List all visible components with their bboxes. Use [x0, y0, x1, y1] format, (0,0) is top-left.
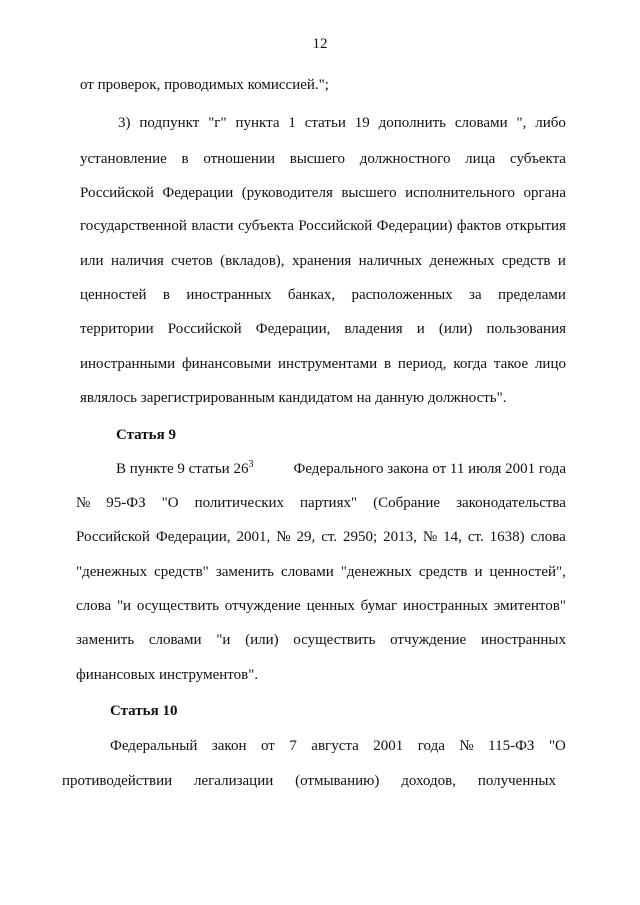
word: и — [416, 321, 425, 337]
word: статьи — [304, 115, 346, 131]
word: "и — [116, 598, 132, 614]
word: слова — [530, 529, 566, 545]
word: Российской — [167, 321, 242, 337]
word: иностранных — [402, 598, 489, 614]
word: осуществить — [136, 598, 219, 614]
word: бумаг — [360, 598, 398, 614]
word: ценностей — [80, 287, 147, 303]
word: (руководителя — [241, 185, 333, 201]
word: финансовыми — [181, 356, 272, 372]
word: в — [162, 287, 170, 303]
text-line — [80, 355, 566, 373]
text-line — [116, 460, 566, 478]
word: иностранных — [480, 632, 566, 648]
word: Федерации) — [376, 218, 453, 234]
word: инструментами — [278, 356, 378, 372]
word: 1 — [288, 115, 296, 131]
text-line: являлось зарегистрированным кандидатом на данную должность". — [80, 390, 507, 406]
word: № — [76, 495, 91, 511]
text-line — [118, 114, 566, 132]
word: 115-ФЗ — [488, 738, 535, 754]
word: либо — [535, 115, 566, 131]
word: слова — [76, 598, 112, 614]
word: отношении — [203, 151, 276, 167]
word: отчуждение — [390, 632, 467, 648]
word: 1638) — [489, 529, 525, 545]
word: территории — [80, 321, 154, 337]
word: (вкладов), — [220, 253, 285, 269]
word: 19 — [354, 115, 370, 131]
word: средств — [501, 253, 551, 269]
text-line — [80, 217, 566, 235]
word: открытия — [505, 218, 566, 234]
word: пользования — [486, 321, 566, 337]
word: субъекта — [238, 218, 294, 234]
text-fragment: Федерального закона от 11 июля 2001 года — [289, 461, 566, 477]
word: словами — [454, 115, 508, 131]
word: расположенных — [351, 287, 453, 303]
word: когда — [453, 356, 488, 372]
word: Федерации, — [255, 321, 331, 337]
word: 95-ФЗ — [106, 495, 146, 511]
text-line — [80, 184, 566, 202]
word: закон — [211, 738, 247, 754]
word: за — [469, 287, 482, 303]
article-heading: Статья 10 — [110, 703, 178, 719]
word: высшего — [341, 185, 397, 201]
word: (Собрание — [373, 495, 441, 511]
article-heading: Статья 9 — [116, 427, 176, 443]
word: фактов — [456, 218, 502, 234]
word: 29, — [296, 529, 316, 545]
word: "г" — [208, 115, 227, 131]
word: Федеральный — [110, 738, 198, 754]
word: наличия — [110, 253, 164, 269]
word: партиях" — [300, 495, 358, 511]
page-number: 12 — [312, 36, 328, 52]
word: 3) — [118, 115, 131, 131]
word: "и — [216, 632, 231, 648]
word: "денежных — [340, 564, 412, 580]
word: "О — [161, 495, 179, 511]
word: № — [422, 529, 438, 545]
text-line — [110, 737, 566, 755]
word: (или) — [438, 321, 473, 337]
text-line — [80, 286, 566, 304]
word: ценных — [306, 598, 355, 614]
word: Российской — [76, 529, 150, 545]
word: владения — [344, 321, 403, 337]
word: иностранных — [186, 287, 272, 303]
word: власти — [191, 218, 234, 234]
word: государственной — [80, 218, 187, 234]
word: ценностей", — [489, 564, 566, 580]
word: года — [417, 738, 445, 754]
word: осуществить — [293, 632, 376, 648]
word: ст. — [321, 529, 338, 545]
text-line — [76, 563, 566, 581]
word: № — [276, 529, 291, 545]
word: пределами — [498, 287, 566, 303]
word: 2013, — [383, 529, 417, 545]
word: банках, — [287, 287, 336, 303]
word: дополнить — [378, 115, 447, 131]
word: "денежных — [76, 564, 148, 580]
word: в — [383, 356, 392, 372]
word: словами — [148, 632, 202, 648]
word: № — [459, 738, 474, 754]
word: период, — [397, 356, 447, 372]
word: Федерации, — [155, 529, 231, 545]
word: или — [80, 253, 104, 269]
word: политических — [194, 495, 285, 511]
word: денежных — [429, 253, 495, 269]
word: 7 — [289, 738, 297, 754]
word: такое — [493, 356, 529, 372]
word: субъекта — [510, 151, 566, 167]
word: лицо — [534, 356, 566, 372]
word: 2001 — [373, 738, 404, 754]
word: ", — [516, 115, 527, 131]
word: 14, — [443, 529, 462, 545]
text-line — [76, 528, 566, 546]
word: заменить — [215, 564, 274, 580]
word: наличных — [358, 253, 423, 269]
word: высшего — [289, 151, 346, 167]
word: противодействии — [62, 773, 173, 789]
word: августа — [311, 738, 359, 754]
word: законодательства — [456, 495, 566, 511]
word: 2001, — [236, 529, 271, 545]
text-line — [80, 252, 566, 270]
text-line: финансовых инструментов". — [76, 667, 259, 683]
word: хранения — [291, 253, 352, 269]
word: счетов — [171, 253, 213, 269]
word: "О — [548, 738, 566, 754]
text-line — [76, 631, 566, 649]
word: доходов, — [401, 773, 456, 789]
word: средств" — [154, 564, 209, 580]
text-fragment: В пункте 9 статьи $26^3$ — [116, 459, 254, 477]
text-line — [62, 772, 556, 790]
text-line — [80, 320, 566, 338]
superscript: 3 — [248, 459, 254, 470]
word: эмитентов" — [493, 598, 566, 614]
word: Федерации — [162, 185, 234, 201]
word: отчуждение — [224, 598, 301, 614]
word: (отмыванию) — [295, 773, 380, 789]
word: в — [181, 151, 189, 167]
word: подпункт — [139, 115, 200, 131]
word: словами — [281, 564, 334, 580]
word: установление — [80, 151, 167, 167]
word: должностного — [359, 151, 451, 167]
text-line: от проверок, проводимых комиссией."; — [80, 77, 329, 93]
word: 2950; — [343, 529, 378, 545]
word: ст. — [467, 529, 484, 545]
word: от — [260, 738, 275, 754]
text-line — [76, 597, 566, 615]
word: Российской — [80, 185, 154, 201]
word: легализации — [194, 773, 274, 789]
text-line — [80, 150, 566, 168]
text-line — [76, 494, 566, 512]
word: органа — [523, 185, 566, 201]
word: лица — [465, 151, 496, 167]
word: и — [474, 564, 483, 580]
word: исполнительного — [405, 185, 516, 201]
word: иностранными — [80, 356, 176, 372]
word: заменить — [76, 632, 135, 648]
word: пункта — [235, 115, 280, 131]
word: Российской — [298, 218, 373, 234]
word: полученных — [477, 773, 556, 789]
word: средств — [418, 564, 468, 580]
word: и — [557, 253, 566, 269]
word: (или) — [245, 632, 279, 648]
